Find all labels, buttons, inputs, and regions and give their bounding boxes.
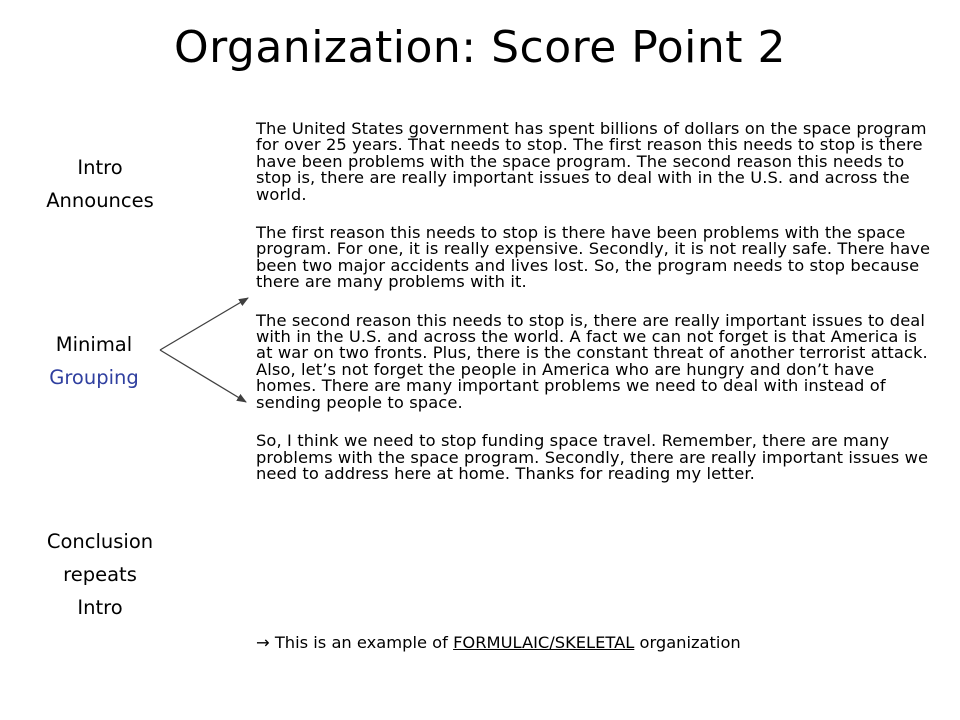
note-prefix: This is an example of [269, 633, 454, 652]
essay-paragraph-body-1: The first reason this needs to stop is there have been problems with the space program. For one, it is really expensive. Secondly, it is not really safe. There have been two major accidents and lives lost. So, the program needs to stop because there are many problems with it. [256, 223, 931, 292]
essay-paragraph-conclusion: So, I think we need to stop funding space travel. Remember, there are many problems with the space program. Secondly, there are really important issues we need to address here at home. Thanks for reading my letter. [256, 431, 929, 483]
arrow-to-paragraph-2 [160, 298, 248, 350]
label-minimal: Minimal [55, 333, 133, 356]
right-arrow-icon: → [256, 633, 270, 652]
essay-body [256, 121, 936, 504]
organization-note [256, 633, 741, 653]
essay-paragraph-intro: The United States government has spent billions of dollars on the space program for over 25 years. That needs to stop. The first reason this needs to stop is there have been problems with the space program. The second reason this needs to stop is, there are really important issues to deal with in the U.S. and across the world. [256, 119, 927, 204]
note-suffix: organization [634, 633, 741, 652]
note-emphasis: FORMULAIC/SKELETAL [453, 633, 635, 652]
label-conclusion: Conclusion [46, 530, 154, 553]
slide-title: Organization: Score Point 2 [173, 22, 787, 73]
arrow-to-paragraph-3 [160, 350, 246, 402]
label-repeats: repeats [63, 563, 137, 586]
label-intro-2: Intro [77, 596, 123, 619]
label-intro: Intro [77, 156, 123, 179]
label-grouping: Grouping [49, 366, 139, 389]
label-announces: Announces [46, 189, 154, 212]
essay-paragraph-body-2: The second reason this needs to stop is, there are really important issues to deal with in the U.S. and across the world. A fact we can not forget is that America is at war on two fronts. Plus, there is the constant threat of another terrorist attack. Also, let’s not forget the people in America who are hungry and don’t have homes. There are many important problems we need to deal with instead of sending people to space. [256, 310, 928, 412]
